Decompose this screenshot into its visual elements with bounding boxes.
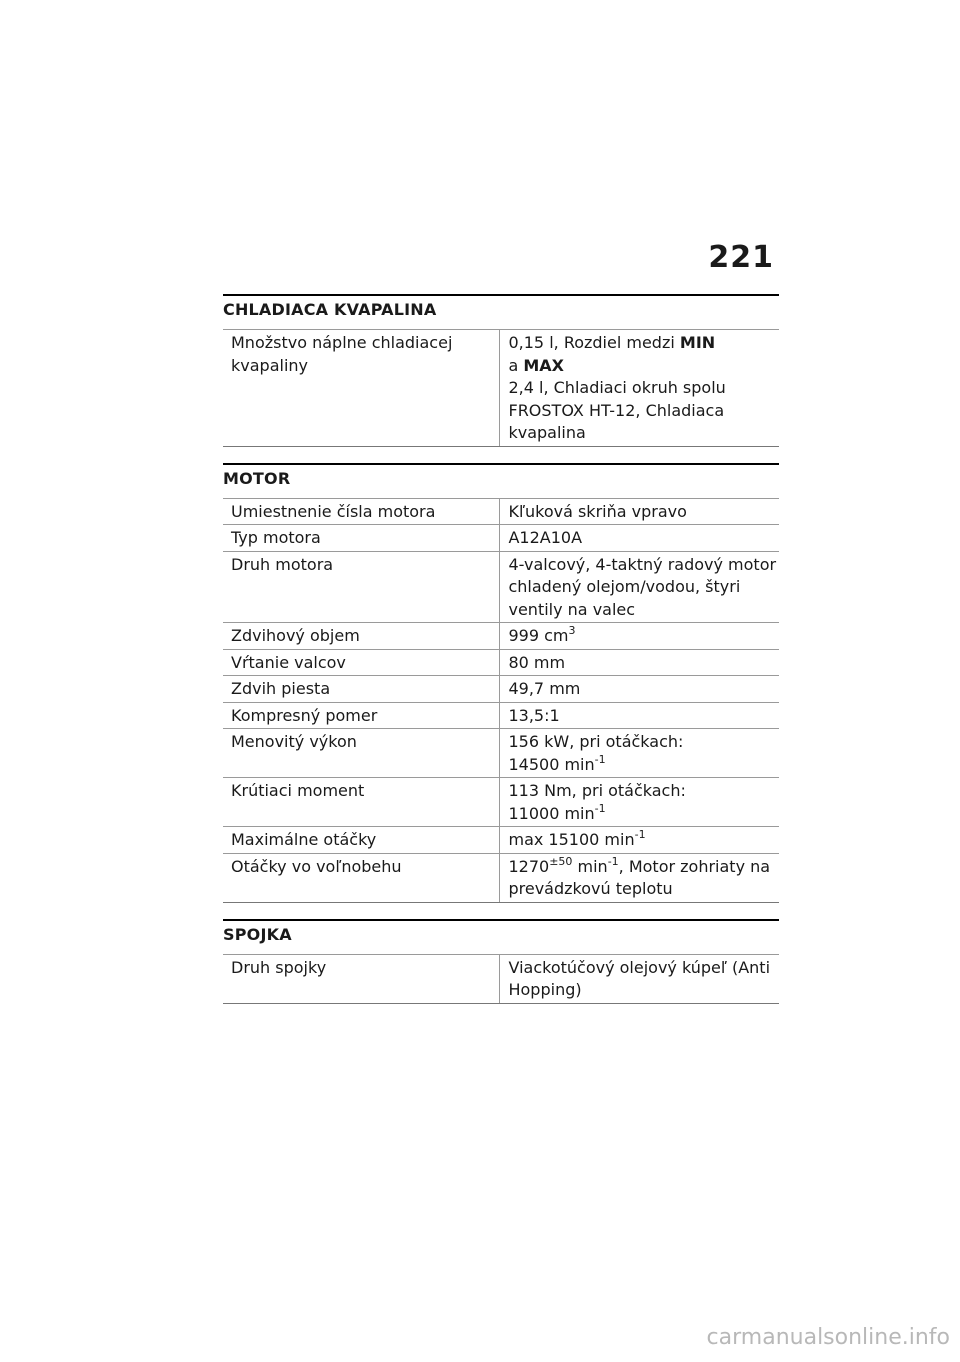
section-coolant	[223, 294, 779, 447]
row-value: 4-valcový, 4-taktný radový motor chladený olejom/vodou, štyri ventily na valec	[500, 551, 779, 623]
table-row	[223, 778, 779, 827]
row-label: Druh motora	[223, 551, 500, 623]
table-row	[223, 498, 779, 525]
row-value: 156 kW, pri otáčkach: 14500 $\min^{-1}$	[500, 729, 779, 778]
row-label: Kompresný pomer	[223, 702, 500, 729]
row-value: 13,5:1	[500, 702, 779, 729]
section-engine	[223, 463, 779, 903]
section-title-clutch: SPOJKA	[223, 924, 292, 944]
table-row	[223, 676, 779, 703]
table-row	[223, 525, 779, 552]
row-value: A12A10A	[500, 525, 779, 552]
coolant-table	[223, 329, 779, 447]
spec-content	[223, 294, 779, 1020]
table-row	[223, 827, 779, 854]
table-row	[223, 729, 779, 778]
row-value: max 15100 $\min^{-1}$	[500, 827, 779, 854]
row-value: Kľuková skriňa vpravo	[500, 498, 779, 525]
row-label: Zdvih piesta	[223, 676, 500, 703]
row-value: 49,7 mm	[500, 676, 779, 703]
row-label: Množstvo náplne chladiacej kvapaliny	[223, 330, 500, 447]
row-value: 80 mm	[500, 649, 779, 676]
table-row	[223, 954, 779, 1003]
table-row	[223, 853, 779, 902]
engine-table	[223, 498, 779, 903]
row-label: Umiestnenie čísla motora	[223, 498, 500, 525]
row-label: Menovitý výkon	[223, 729, 500, 778]
row-label: Typ motora	[223, 525, 500, 552]
row-value: 0,15 l, Rozdiel medzi MIN a MAX 2,4 l, Chladiaci okruh spolu FROSTOX HT-12, Chladiaca kvapalina	[500, 330, 779, 447]
row-value: 999 $cm^3$	[500, 623, 779, 650]
row-label: Druh spojky	[223, 954, 500, 1003]
row-label: Zdvihový objem	[223, 623, 500, 650]
table-row	[223, 649, 779, 676]
page-number: 221	[708, 240, 774, 275]
table-row	[223, 623, 779, 650]
row-value: $1270^{\pm 50}$ $\min^{-1}$, Motor zohriaty na prevádzkovú teplotu	[500, 853, 779, 902]
watermark: carmanualsonline.info	[706, 1325, 950, 1350]
row-value: Viackotúčový olejový kúpeľ (Anti Hopping)	[500, 954, 779, 1003]
section-clutch	[223, 919, 779, 1004]
row-value: 113 Nm, pri otáčkach: 11000 $\min^{-1}$	[500, 778, 779, 827]
row-label: Otáčky vo voľnobehu	[223, 853, 500, 902]
clutch-table	[223, 954, 779, 1004]
row-label: Krútiaci moment	[223, 778, 500, 827]
table-row	[223, 330, 779, 447]
row-label: Maximálne otáčky	[223, 827, 500, 854]
section-title-engine: MOTOR	[223, 468, 291, 488]
table-row	[223, 702, 779, 729]
section-title-coolant: CHLADIACA KVAPALINA	[223, 300, 437, 319]
table-row	[223, 551, 779, 623]
row-label: Vŕtanie valcov	[223, 649, 500, 676]
